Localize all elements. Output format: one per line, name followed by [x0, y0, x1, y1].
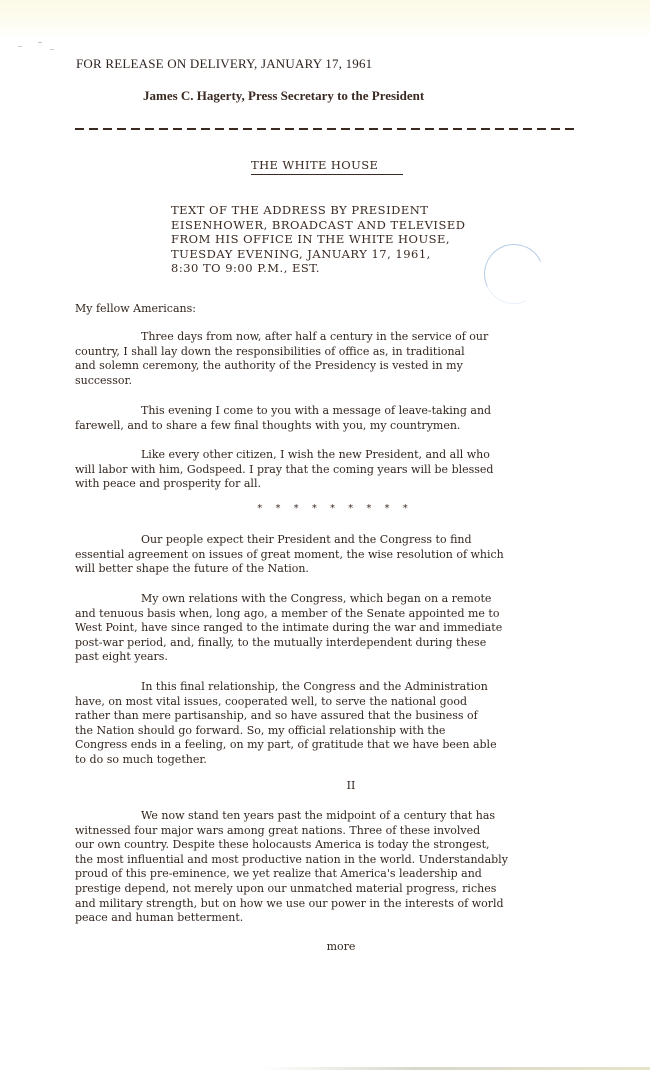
paragraph-4: [75, 533, 575, 577]
paragraph-line: the most influential and most productive nation in the world. Understandably: [75, 852, 508, 866]
paragraph-line: and military strength, but on how we use our power in the interests of world: [75, 896, 504, 910]
address-heading-line: TEXT OF THE ADDRESS BY PRESIDENT: [171, 203, 429, 217]
paragraph-line: post-war period, and, finally, to the mutually interdependent during these: [75, 635, 487, 649]
paragraph-line: successor.: [75, 373, 133, 387]
paragraph-line: rather than mere partisanship, and so have assured that the business of: [75, 709, 478, 723]
paragraph-line: In this final relationship, the Congress and the Administration: [141, 680, 488, 693]
paragraph-line: Like every other citizen, I wish the new President, and all who: [141, 448, 490, 461]
stamp-mark-icon: [476, 236, 553, 313]
speck: [50, 49, 54, 50]
paragraph-line: with peace and prosperity for all.: [75, 477, 261, 491]
paragraph-7: [75, 809, 575, 926]
release-line: FOR RELEASE ON DELIVERY, JANUARY 17, 1961: [76, 56, 373, 71]
paragraph-line: This evening I come to you with a message of leave-taking and: [141, 404, 492, 417]
paper-specks: [18, 40, 78, 60]
paragraph-line: country, I shall lay down the responsibilities of office as, in traditional: [75, 344, 465, 358]
paragraph-6: [75, 680, 575, 768]
continuation-marker: more: [326, 940, 356, 953]
paragraph-line: peace and human betterment.: [75, 911, 244, 925]
paragraph-line: past eight years.: [75, 650, 168, 664]
paragraph-line: essential agreement on issues of great moment, the wise resolution of which: [75, 547, 504, 561]
address-heading-line: 8:30 TO 9:00 P.M., EST.: [171, 261, 320, 276]
paragraph-line: our own country. Despite these holocausts America is today the strongest,: [75, 838, 490, 852]
paragraph-line: We now stand ten years past the midpoint of a century that has: [141, 809, 496, 822]
paragraph-line: Congress ends in a feeling, on my part, of gratitude that we have been able: [75, 738, 497, 752]
paragraph-5: [75, 592, 575, 665]
paragraph-line: proud of this pre-eminence, we yet realize that America's leadership and: [75, 867, 482, 881]
salutation: My fellow Americans:: [75, 302, 196, 315]
paragraph-line: have, on most vital issues, cooperated well, to serve the national good: [75, 694, 468, 708]
paragraph-line: farewell, and to share a few final thoughts with you, my countrymen.: [75, 418, 461, 432]
address-heading-line: TUESDAY EVENING, JANUARY 17, 1961,: [171, 246, 431, 261]
address-heading-line: EISENHOWER, BROADCAST AND TELEVISED: [171, 217, 466, 232]
paragraph-line: prestige depend, not merely upon our unmatched material progress, riches: [75, 881, 497, 895]
document-title: THE WHITE HOUSE: [251, 158, 403, 175]
paragraph-line: Three days from now, after half a century in the service of our: [141, 330, 489, 343]
press-secretary-line: James C. Hagerty, Press Secretary to the President: [143, 88, 425, 103]
paragraph-line: will better shape the future of the Nation.: [75, 562, 309, 576]
paragraph-line: West Point, have since ranged to the intimate during the war and immediate: [75, 621, 503, 635]
paragraph-line: and tenuous basis when, long ago, a member of the Senate appointed me to: [75, 606, 500, 620]
paragraph-line: will labor with him, Godspeed. I pray that the coming years will be blessed: [75, 462, 494, 476]
paragraph-line: to do so much together.: [75, 752, 207, 766]
paragraph-line: My own relations with the Congress, which began on a remote: [141, 592, 492, 605]
paragraph-2: [75, 404, 575, 433]
paragraph-line: witnessed four major wars among great nations. Three of these involved: [75, 823, 481, 837]
paragraph-3: [75, 448, 575, 492]
paragraph-1: [75, 330, 575, 388]
paragraph-line: the Nation should go forward. So, my official relationship with the: [75, 723, 446, 737]
paragraph-line: and solemn ceremony, the authority of the Presidency is vested in my: [75, 359, 463, 373]
address-heading: [171, 203, 465, 276]
speck: [38, 42, 42, 43]
section-numeral: II: [346, 779, 356, 792]
paragraph-line: Our people expect their President and the Congress to find: [141, 533, 472, 546]
address-heading-line: FROM HIS OFFICE IN THE WHITE HOUSE,: [171, 232, 451, 247]
dashed-divider: [75, 128, 577, 130]
separator-stars: * * * * * * * * *: [257, 503, 413, 514]
speck: [18, 46, 22, 47]
